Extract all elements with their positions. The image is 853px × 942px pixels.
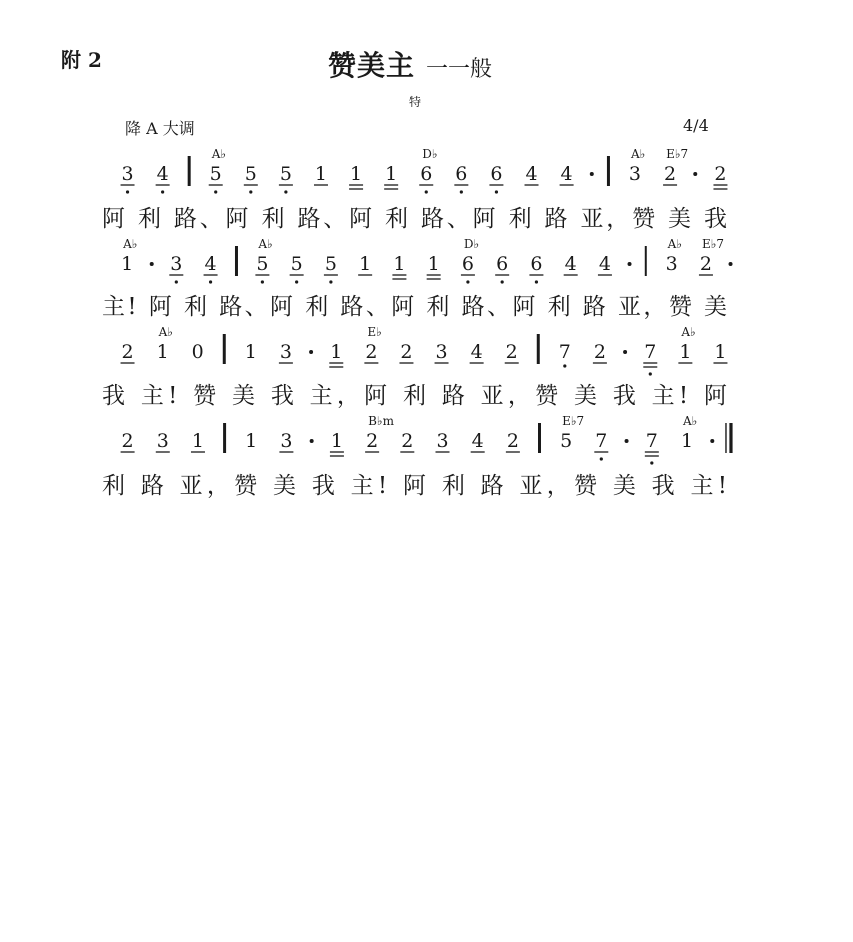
octave-dot <box>284 190 287 193</box>
augmentation-dot <box>309 350 313 354</box>
augmentation-dot <box>693 172 697 176</box>
note: 0 <box>191 341 204 363</box>
chord-label: E♭7 <box>701 237 725 251</box>
note: 4 <box>470 341 483 363</box>
chord-label: D♭ <box>422 147 438 161</box>
note: 6 <box>455 163 468 185</box>
lyric-line: 利 路 亚，赞 美 我 主! 阿 利 路 亚，赞 美 我 主! <box>102 473 727 499</box>
note: 6 <box>530 253 543 275</box>
note: 3 <box>156 430 169 452</box>
note: 5 <box>290 253 303 275</box>
note: 3 <box>436 430 449 452</box>
chord-label: A♭ <box>667 237 683 251</box>
song-origin: 特 <box>409 95 422 109</box>
note: 3 <box>435 341 448 363</box>
note: 2 <box>401 430 414 452</box>
augmentation-dot <box>628 262 632 266</box>
note: 1 <box>245 430 258 452</box>
chord-label: A♭ <box>681 325 696 339</box>
note: 1 <box>385 163 398 185</box>
note: 3 <box>121 163 134 185</box>
time-signature: 4/4 <box>683 116 709 135</box>
octave-dot <box>501 280 504 283</box>
note: 2 <box>121 430 134 452</box>
note: 2 <box>699 253 712 275</box>
song-subtitle: 一一般 <box>426 57 493 82</box>
note: 7 <box>558 341 571 363</box>
note: 3 <box>665 253 678 275</box>
augmentation-dot <box>729 262 733 266</box>
octave-dot <box>466 280 469 283</box>
lyric-line: 我 主! 赞 美 我 主，阿 利 路 亚，赞 美 我 主! 阿 <box>102 383 727 409</box>
note: 4 <box>560 163 573 185</box>
note: 6 <box>490 163 503 185</box>
augmentation-dot <box>623 350 627 354</box>
note: 1 <box>330 341 343 363</box>
note: 2 <box>664 163 677 185</box>
octave-dot <box>175 280 178 283</box>
note: 2 <box>506 430 519 452</box>
note: 2 <box>121 341 134 363</box>
octave-dot <box>209 280 212 283</box>
note: 7 <box>644 341 657 363</box>
note: 2 <box>593 341 606 363</box>
note: 4 <box>156 163 169 185</box>
octave-dot <box>649 372 652 375</box>
note: 3 <box>170 253 183 275</box>
chord-label: A♭ <box>123 237 138 251</box>
note: 4 <box>598 253 611 275</box>
note: 5 <box>209 163 222 185</box>
note: 6 <box>461 253 474 275</box>
chord-label: E♭7 <box>562 414 585 428</box>
note: 1 <box>121 253 134 275</box>
note: 2 <box>505 341 518 363</box>
note: 4 <box>204 253 217 275</box>
note: 6 <box>420 163 433 185</box>
octave-dot <box>650 461 653 464</box>
chord-label: A♭ <box>211 147 227 161</box>
augmentation-dot <box>625 439 629 443</box>
note: 1 <box>714 341 727 363</box>
note: 1 <box>244 341 257 363</box>
octave-dot <box>161 190 164 193</box>
note: 5 <box>279 163 292 185</box>
note: 1 <box>393 253 406 275</box>
song-title: 赞美主 <box>328 49 416 82</box>
note: 5 <box>244 163 257 185</box>
lyric-line: 阿 利 路、阿 利 路、阿 利 路、阿 利 路 亚，赞 美 我 <box>102 206 727 232</box>
lyric-line: 主! 阿 利 路、阿 利 路、阿 利 路、阿 利 路 亚，赞 美 <box>102 294 727 320</box>
octave-dot <box>126 190 129 193</box>
note: 3 <box>628 163 642 185</box>
octave-dot <box>535 280 538 283</box>
note: 3 <box>279 341 292 363</box>
note: 1 <box>427 253 440 275</box>
note: 3 <box>280 430 293 452</box>
chord-label: B♭m <box>368 414 394 428</box>
note: 7 <box>595 430 608 452</box>
octave-dot <box>249 190 252 193</box>
augmentation-dot <box>710 439 714 443</box>
octave-dot <box>563 364 566 367</box>
note: 5 <box>256 253 269 275</box>
augmentation-dot <box>590 172 594 176</box>
note: 4 <box>564 253 577 275</box>
appendix-label: 附 2 <box>61 48 102 72</box>
note: 2 <box>714 163 727 185</box>
chord-label: D♭ <box>463 237 480 251</box>
note: 1 <box>350 163 363 185</box>
chord-label: A♭ <box>630 147 646 161</box>
octave-dot <box>425 190 428 193</box>
note: 2 <box>400 341 413 363</box>
octave-dot <box>295 280 298 283</box>
octave-dot <box>261 280 264 283</box>
note: 1 <box>359 253 372 275</box>
augmentation-dot <box>310 439 314 443</box>
augmentation-dot <box>150 262 154 266</box>
note: 1 <box>330 430 343 452</box>
octave-dot <box>329 280 332 283</box>
chord-label: A♭ <box>158 325 173 339</box>
chord-label: A♭ <box>683 414 698 428</box>
note: 5 <box>324 253 337 275</box>
note: 1 <box>679 341 692 363</box>
note: 2 <box>366 430 379 452</box>
octave-dot <box>600 457 603 460</box>
note: 7 <box>645 430 658 452</box>
octave-dot <box>495 190 498 193</box>
note: 4 <box>471 430 484 452</box>
key-signature: 降 A 大调 <box>125 119 195 138</box>
note: 1 <box>680 430 694 452</box>
note: 5 <box>560 430 573 452</box>
note: 1 <box>191 430 205 452</box>
note: 6 <box>496 253 509 275</box>
note: 1 <box>156 341 169 363</box>
chord-label: E♭ <box>367 325 382 339</box>
octave-dot <box>460 190 463 193</box>
note: 1 <box>314 163 328 185</box>
chord-label: A♭ <box>258 237 273 251</box>
chord-label: E♭7 <box>666 147 689 161</box>
note: 2 <box>365 341 378 363</box>
note: 4 <box>525 163 538 185</box>
octave-dot <box>214 190 217 193</box>
